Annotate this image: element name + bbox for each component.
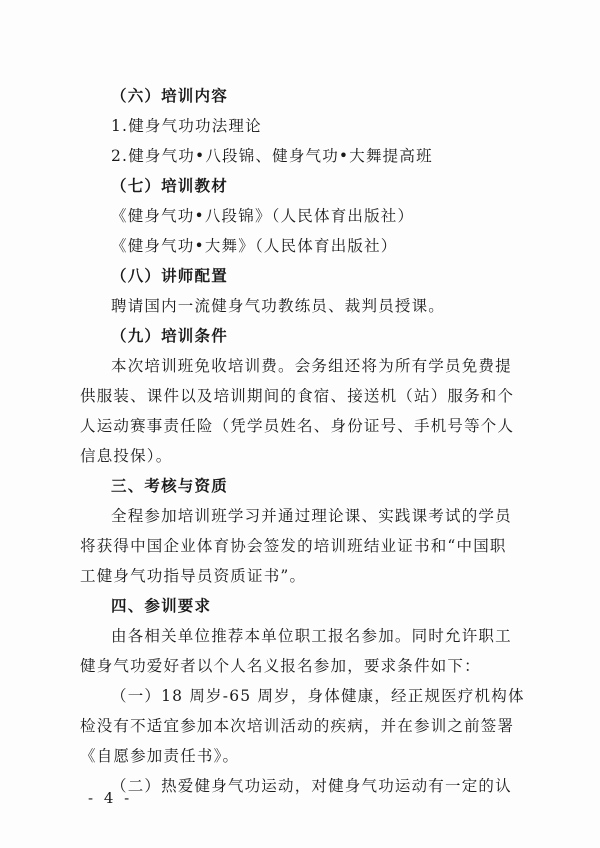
- heading-lecturers: （八）讲师配置: [111, 267, 228, 285]
- paragraph-line: 将获得中国企业体育协会签发的培训班结业证书和“中国职: [80, 537, 507, 555]
- paragraph-line: 信息投保）。: [80, 447, 173, 465]
- paragraph-line: 由各相关单位推荐本单位职工报名参加。同时允许职工: [111, 627, 512, 645]
- paragraph-line: （一）18 周岁-65 周岁，身体健康，经正规医疗机构体: [111, 687, 525, 705]
- paragraph-line: 聘请国内一流健身气功教练员、裁判员授课。: [111, 297, 446, 315]
- heading-training-content: （六）培训内容: [111, 87, 228, 105]
- paragraph-line: 全程参加培训班学习并通过理论课、实践课考试的学员: [111, 507, 512, 525]
- paragraph-line: 工健身气功指导员资质证书”。: [80, 567, 307, 585]
- paragraph-line: 人运动赛事责任险（凭学员姓名、身份证号、手机号等个人: [80, 417, 515, 435]
- list-item: 1.健身气功功法理论: [111, 117, 262, 135]
- paragraph-line: 健身气功爱好者以个人名义报名参加，要求条件如下：: [80, 657, 481, 675]
- paragraph-line: 检没有不适宜参加本次培训活动的疾病，并在参训之前签署: [80, 717, 515, 735]
- page-number: - 4 -: [88, 789, 133, 807]
- list-item: 《健身气功•大舞》（人民体育出版社）: [111, 237, 398, 255]
- paragraph-line: 供服装、课件以及培训期间的食宿、接送机（站）服务和个: [80, 387, 515, 405]
- list-item: 2.健身气功•八段锦、健身气功•大舞提高班: [111, 147, 433, 165]
- heading-training-conditions: （九）培训条件: [111, 327, 228, 345]
- paragraph-line: 本次培训班免收培训费。会务组还将为所有学员免费提: [111, 357, 512, 375]
- heading-requirements: 四、参训要求: [111, 597, 212, 615]
- paragraph-line: 《自愿参加责任书》。: [80, 747, 240, 765]
- heading-assessment: 三、考核与资质: [111, 477, 228, 495]
- paragraph-line: （二）热爱健身气功运动，对健身气功运动有一定的认: [111, 777, 512, 795]
- heading-training-materials: （七）培训教材: [111, 177, 228, 195]
- list-item: 《健身气功•八段锦》（人民体育出版社）: [111, 207, 415, 225]
